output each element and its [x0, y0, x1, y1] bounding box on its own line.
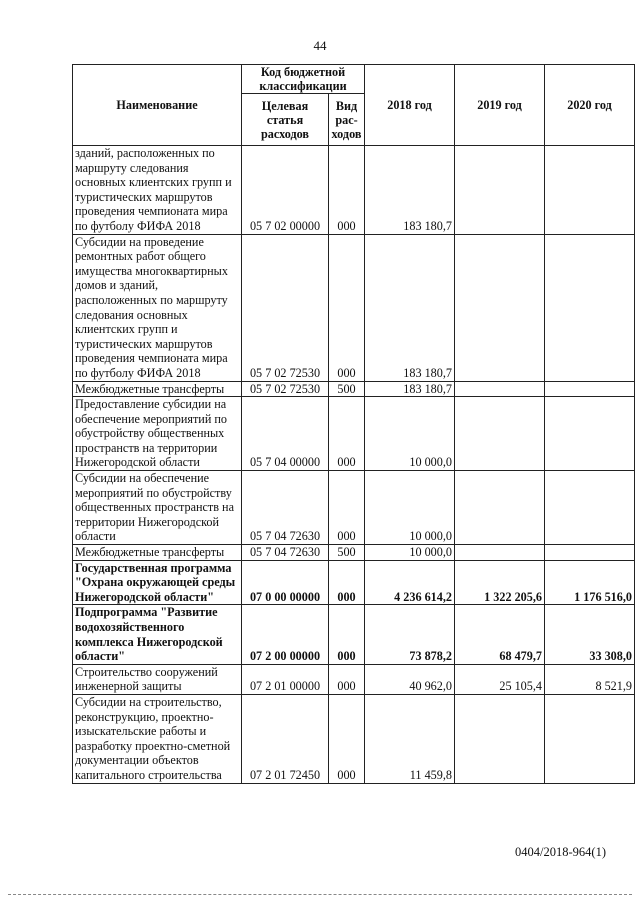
row-2018: 10 000,0: [365, 545, 455, 561]
row-2018: 11 459,8: [365, 694, 455, 783]
row-code: 05 7 04 00000: [242, 397, 329, 471]
row-2019: [455, 234, 545, 381]
header-target-article: Целевая статья расходов: [242, 94, 329, 146]
row-name: зданий, расположенных по маршруту следования основных клиентских групп и туристических маршрутов проведения чемпионата мира по футболу ФИФА 2018: [73, 146, 242, 235]
page-number: 44: [313, 38, 327, 53]
row-name: Предоставление субсидии на обеспечение мероприятий по обустройству общественных пространств на территории Нижегородской области: [73, 397, 242, 471]
header-expense-kind: Вид рас-ходов: [329, 94, 365, 146]
row-kind: 000: [329, 664, 365, 694]
header-2018: 2018 год: [365, 65, 455, 146]
document-code: 0404/2018-964(1): [515, 845, 606, 859]
table-row: [73, 471, 635, 545]
row-name: Субсидии на строительство, реконструкцию, проектно-изыскательские работы и разработку проектно-сметной документации объектов капитального строительства: [73, 694, 242, 783]
table-row: [73, 397, 635, 471]
row-2020: [545, 471, 635, 545]
row-kind: 000: [329, 234, 365, 381]
row-code: 05 7 04 72630: [242, 545, 329, 561]
row-kind: 000: [329, 560, 365, 605]
row-2019: [455, 545, 545, 561]
row-2018: 183 180,7: [365, 381, 455, 397]
row-code: 05 7 04 72630: [242, 471, 329, 545]
row-2018: 183 180,7: [365, 146, 455, 235]
header-name: Наименование: [73, 65, 242, 146]
row-kind: 000: [329, 471, 365, 545]
row-2020: [545, 146, 635, 235]
bottom-divider: [8, 894, 632, 895]
table-row-subprogram: [73, 605, 635, 664]
row-code: 05 7 02 72530: [242, 381, 329, 397]
row-2018: 10 000,0: [365, 397, 455, 471]
row-2019: [455, 381, 545, 397]
row-2019: 68 479,7: [455, 605, 545, 664]
row-name: Подпрограмма "Развитие водохозяйственного комплекса Нижегородской области": [73, 605, 242, 664]
row-kind: 000: [329, 605, 365, 664]
row-kind: 500: [329, 545, 365, 561]
row-2020: [545, 694, 635, 783]
row-2020: [545, 397, 635, 471]
table-row: [73, 664, 635, 694]
header-kbk-group: Код бюджетной классификации: [242, 65, 365, 94]
row-code: 07 2 00 00000: [242, 605, 329, 664]
row-2020: [545, 234, 635, 381]
row-code: 07 2 01 00000: [242, 664, 329, 694]
row-2018: 183 180,7: [365, 234, 455, 381]
row-2019: 25 105,4: [455, 664, 545, 694]
row-2018: 40 962,0: [365, 664, 455, 694]
row-2020: [545, 545, 635, 561]
row-kind: 500: [329, 381, 365, 397]
row-name: Межбюджетные трансферты: [73, 381, 242, 397]
row-name: Межбюджетные трансферты: [73, 545, 242, 561]
budget-table: [72, 64, 635, 784]
row-code: 05 7 02 00000: [242, 146, 329, 235]
header-2020: 2020 год: [545, 65, 635, 146]
row-2019: [455, 397, 545, 471]
row-2020: 1 176 516,0: [545, 560, 635, 605]
row-code: 05 7 02 72530: [242, 234, 329, 381]
table-row: [73, 694, 635, 783]
row-kind: 000: [329, 146, 365, 235]
row-2019: [455, 471, 545, 545]
row-kind: 000: [329, 694, 365, 783]
row-code: 07 2 01 72450: [242, 694, 329, 783]
row-2019: [455, 694, 545, 783]
header-2019: 2019 год: [455, 65, 545, 146]
row-2019: [455, 146, 545, 235]
row-name: Государственная программа "Охрана окружающей среды Нижегородской области": [73, 560, 242, 605]
table-row: [73, 545, 635, 561]
row-2018: 73 878,2: [365, 605, 455, 664]
row-2019: 1 322 205,6: [455, 560, 545, 605]
row-kind: 000: [329, 397, 365, 471]
row-2020: [545, 381, 635, 397]
table-row: [73, 381, 635, 397]
row-2020: 33 308,0: [545, 605, 635, 664]
row-name: Субсидии на проведение ремонтных работ общего имущества многоквартирных домов и зданий, расположенных по маршруту следования основных клиентских групп и туристических маршрутов проведения чемпионата мира по футболу ФИФА 2018: [73, 234, 242, 381]
row-2018: 4 236 614,2: [365, 560, 455, 605]
row-name: Строительство сооружений инженерной защиты: [73, 664, 242, 694]
table-row: [73, 146, 635, 235]
table-row-program: [73, 560, 635, 605]
row-code: 07 0 00 00000: [242, 560, 329, 605]
row-2018: 10 000,0: [365, 471, 455, 545]
row-2020: 8 521,9: [545, 664, 635, 694]
row-name: Субсидии на обеспечение мероприятий по обустройству общественных пространств на территории Нижегородской области: [73, 471, 242, 545]
table-row: [73, 234, 635, 381]
